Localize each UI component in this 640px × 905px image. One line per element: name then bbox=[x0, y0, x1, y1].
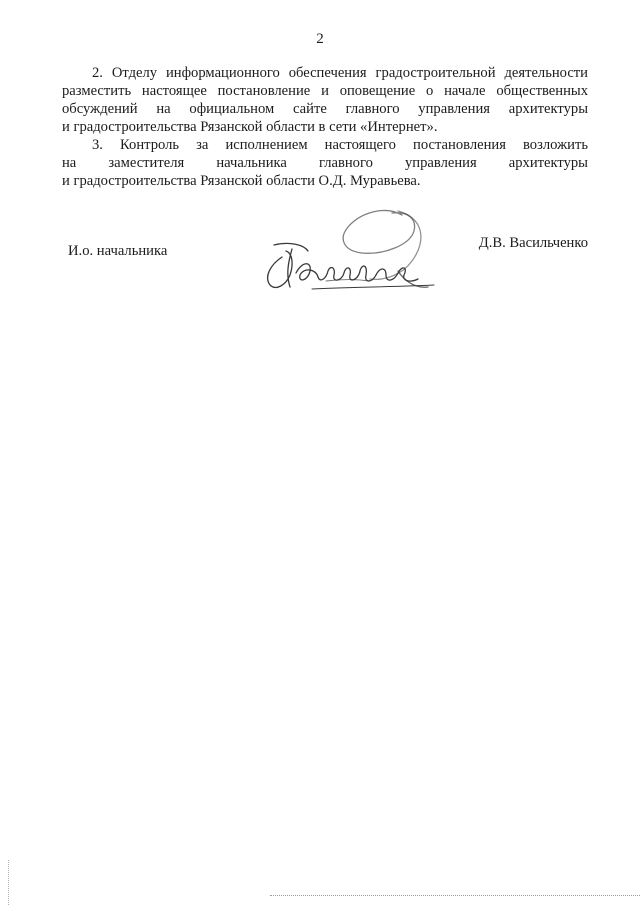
paragraph-line: и градостроительства Рязанской области О.Д. Муравьева. bbox=[62, 173, 421, 189]
paragraph-line: и градостроительства Рязанской области в сети «Интернет». bbox=[62, 119, 438, 135]
signer-position-title: И.о. начальника bbox=[68, 243, 168, 259]
paragraph-2 bbox=[62, 64, 588, 136]
paragraph-line: 3. Контроль за исполнением настоящего постановления возложить bbox=[92, 137, 588, 153]
scan-edge-line bbox=[270, 895, 640, 896]
paragraph-line: обсуждений на официальном сайте главного управления архитектуры bbox=[62, 101, 588, 117]
handwritten-signature bbox=[252, 205, 442, 300]
paragraph-line: 2. Отделу информационного обеспечения градостроительной деятельности bbox=[92, 65, 588, 81]
page-number: 2 bbox=[316, 31, 324, 47]
scan-edge-line bbox=[8, 860, 9, 905]
paragraph-line: разместить настоящее постановление и оповещение о начале общественных bbox=[62, 83, 588, 99]
signer-name: Д.В. Васильченко bbox=[478, 235, 588, 251]
paragraph-line: на заместителя начальника главного управления архитектуры bbox=[62, 155, 588, 171]
paragraph-3 bbox=[62, 136, 588, 190]
